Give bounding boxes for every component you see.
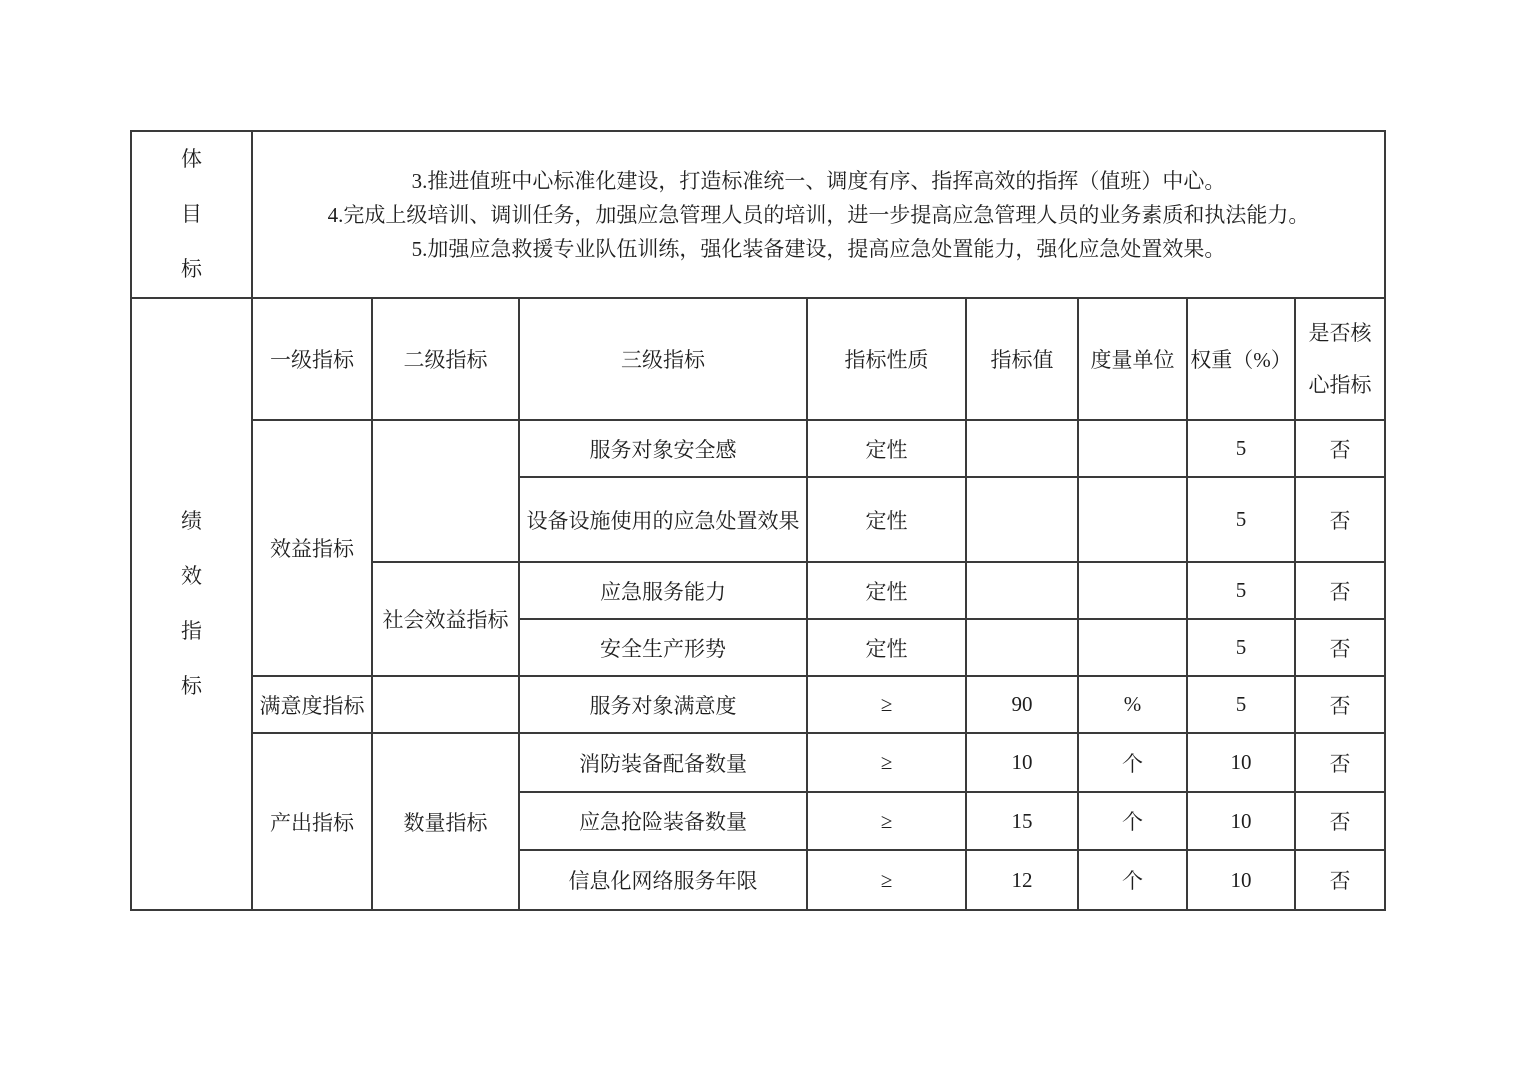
cell-value [966,619,1078,676]
goal-item-3: 3.推进值班中心标准化建设，打造标准统一、调度有序、指挥高效的指挥（值班）中心。 [411,168,1226,193]
performance-indicator-table [130,130,1386,911]
goal-row-label [131,131,252,298]
cell-nature: 定性 [807,619,966,676]
cell-weight: 5 [1187,676,1295,733]
table-row [131,733,1385,792]
cell-unit [1078,420,1187,477]
cell-nature: ≥ [807,676,966,733]
header-core-line: 心指标 [1308,373,1372,397]
cell-nature: 定性 [807,420,966,477]
goal-item-4: 4.完成上级培训、调训任务，加强应急管理人员的培训，进一步提高应急管理人员的业务素质和执法能力。 [327,202,1310,227]
cell-level3: 消防装备配备数量 [519,733,807,792]
cell-value: 12 [966,850,1078,910]
cell-weight: 5 [1187,477,1295,562]
cell-unit: 个 [1078,792,1187,850]
cell-level2-empty [372,420,519,562]
cell-level3: 服务对象满意度 [519,676,807,733]
cell-level3: 安全生产形势 [519,619,807,676]
cell-value [966,420,1078,477]
perf-label-char: 绩 [181,509,202,533]
goal-row [131,131,1385,298]
cell-core: 否 [1295,733,1385,792]
goal-label-char: 目 [181,202,202,226]
cell-value: 10 [966,733,1078,792]
cell-nature: ≥ [807,792,966,850]
goal-label-char: 标 [181,257,202,281]
header-nature: 指标性质 [807,298,966,420]
cell-level3: 应急服务能力 [519,562,807,619]
cell-weight: 10 [1187,792,1295,850]
table-row [131,676,1385,733]
cell-level3: 设备设施使用的应急处置效果 [519,477,807,562]
cell-weight: 10 [1187,733,1295,792]
cell-weight: 5 [1187,562,1295,619]
cell-level3: 应急抢险装备数量 [519,792,807,850]
cell-nature: ≥ [807,850,966,910]
cell-value: 15 [966,792,1078,850]
perf-label-char: 标 [181,674,202,698]
cell-nature: 定性 [807,562,966,619]
cell-unit [1078,562,1187,619]
cell-core: 否 [1295,562,1385,619]
cell-unit: 个 [1078,850,1187,910]
header-row [131,298,1385,420]
cell-nature: 定性 [807,477,966,562]
cell-unit [1078,619,1187,676]
perf-label-char: 效 [181,564,202,588]
cell-value [966,562,1078,619]
header-weight: 权重（%） [1187,298,1295,420]
cell-weight: 5 [1187,420,1295,477]
table-row [131,420,1385,477]
header-core-line: 是否核 [1308,321,1372,345]
header-value: 指标值 [966,298,1078,420]
cell-weight: 10 [1187,850,1295,910]
cell-core: 否 [1295,420,1385,477]
cell-level1-satisfaction: 满意度指标 [252,676,372,733]
cell-nature: ≥ [807,733,966,792]
cell-value: 90 [966,676,1078,733]
header-unit: 度量单位 [1078,298,1187,420]
header-level3: 三级指标 [519,298,807,420]
cell-core: 否 [1295,850,1385,910]
cell-level2-quantity: 数量指标 [372,733,519,910]
cell-level1-output: 产出指标 [252,733,372,910]
cell-level3: 信息化网络服务年限 [519,850,807,910]
cell-level2-empty [372,676,519,733]
cell-value [966,477,1078,562]
goal-item-5: 5.加强应急救援专业队伍训练，强化装备建设，提高应急处置能力，强化应急处置效果。 [411,236,1226,261]
cell-weight: 5 [1187,619,1295,676]
perf-label-char: 指 [181,619,202,643]
goal-label-char: 体 [181,147,202,171]
cell-core: 否 [1295,619,1385,676]
cell-level1-benefit: 效益指标 [252,420,372,676]
cell-level2-social-benefit: 社会效益指标 [372,562,519,676]
cell-core: 否 [1295,477,1385,562]
goal-text-cell [252,131,1385,298]
cell-level3: 服务对象安全感 [519,420,807,477]
header-level1: 一级指标 [252,298,372,420]
cell-core: 否 [1295,676,1385,733]
header-level2: 二级指标 [372,298,519,420]
performance-section-label [131,298,252,910]
cell-unit [1078,477,1187,562]
header-core-indicator [1295,298,1385,420]
cell-core: 否 [1295,792,1385,850]
cell-unit: 个 [1078,733,1187,792]
cell-unit: % [1078,676,1187,733]
